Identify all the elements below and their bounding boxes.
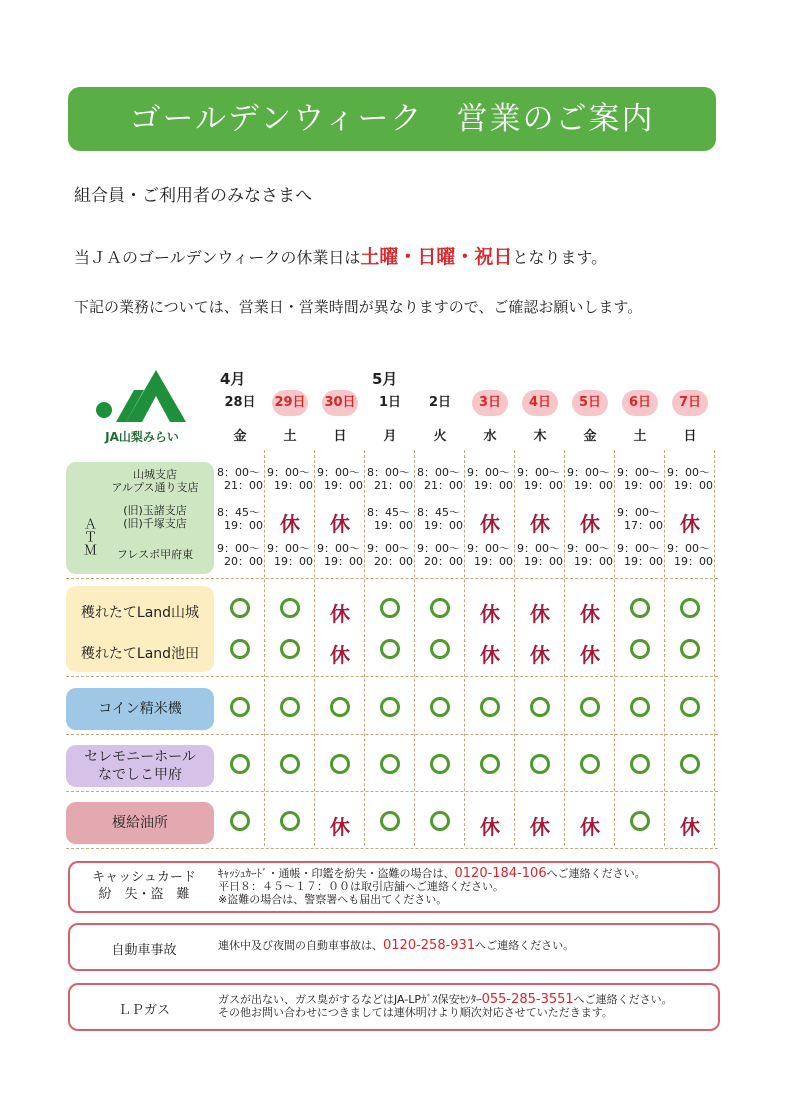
day-date: 29日	[272, 390, 308, 416]
open-circle-icon	[630, 811, 650, 831]
ceremony-label-box	[66, 745, 214, 787]
day-weekday: 金	[583, 429, 597, 444]
contact-card-lost-label	[80, 869, 208, 903]
closed-mark: 休	[530, 643, 550, 667]
contact-card-lost-line1: ｷｬｯｼｭｶｰﾄﾞ・通帳・印鑑を紛失・盗難の場合は、	[218, 867, 455, 880]
atm-hours-cell	[265, 542, 315, 568]
day-date: 3日	[472, 390, 508, 416]
open-circle-icon	[615, 598, 665, 622]
day-weekday: 金	[233, 429, 247, 444]
atm-hours-open: 9：00～	[567, 542, 610, 555]
open-circle-icon	[680, 754, 700, 774]
closed-mark: 休	[480, 643, 500, 667]
atm-hours-open: 9：00～	[667, 542, 710, 555]
atm-hours-open: 9：00～	[517, 466, 560, 479]
closed-mark: 休	[530, 602, 550, 626]
page-title: ゴールデンウィーク 営業のご案内	[129, 101, 655, 137]
closed-mark: 休	[680, 815, 700, 839]
atm-hours-close: 20：00	[224, 555, 263, 568]
open-circle-icon	[430, 639, 450, 659]
atm-hours-open: 8：00～	[367, 466, 410, 479]
closed-mark: 休	[330, 643, 350, 667]
open-circle-icon	[330, 697, 350, 717]
open-circle-icon	[280, 598, 300, 618]
day-weekday: 月	[383, 429, 397, 444]
atm-hours-cell	[665, 542, 715, 568]
contact-card-lost	[68, 861, 720, 913]
month-may: 5月	[372, 370, 398, 388]
open-circle-icon	[480, 697, 500, 717]
closed-mark: 休	[680, 512, 700, 536]
open-circle-icon	[630, 754, 650, 774]
open-circle-icon	[665, 754, 715, 778]
open-circle-icon	[280, 754, 300, 774]
atm-hours-cell	[315, 466, 365, 492]
greeting: 組合員・ご利用者のみなさまへ	[74, 186, 312, 206]
atm-hours-cell	[615, 466, 665, 492]
atm-branch-tamamoro: (旧)玉諸支店	[123, 504, 187, 517]
atm-hours-close: 19：00	[274, 555, 313, 568]
closed-mark: 休	[580, 512, 600, 536]
day-weekday: 火	[433, 429, 447, 444]
closed-mark: 休	[530, 512, 550, 536]
open-circle-icon	[215, 697, 265, 721]
atm-hours-open: 9：00～	[617, 466, 660, 479]
open-circle-icon	[480, 754, 500, 774]
ceremony-label: セレモニーホール	[84, 749, 196, 765]
open-circle-icon	[465, 697, 515, 721]
closed-mark: 休	[480, 512, 500, 536]
atm-hours-open: 9：00～	[617, 542, 660, 555]
open-circle-icon	[415, 811, 465, 835]
atm-hours-open: 8：00～	[217, 466, 260, 479]
grid-hline	[66, 578, 718, 579]
open-circle-icon	[230, 811, 250, 831]
closed-mark: 休	[580, 602, 600, 626]
contact-car-accident-line1: 連休中及び夜間の自動車事故は、	[218, 939, 383, 952]
atm-hours-cell	[415, 506, 465, 532]
atm-hours-close: 19：00	[624, 555, 663, 568]
atm-hours-cell	[365, 506, 415, 532]
open-circle-icon	[365, 754, 415, 778]
open-circle-icon	[280, 639, 300, 659]
open-circle-icon	[365, 697, 415, 721]
atm-hours-open: 9：00～	[617, 506, 660, 519]
open-circle-icon	[465, 754, 515, 778]
open-circle-icon	[330, 754, 350, 774]
atm-hours-cell	[615, 542, 665, 568]
grid-hline	[66, 734, 718, 735]
open-circle-icon	[430, 811, 450, 831]
atm-hours-cell	[565, 542, 615, 568]
land-label-box	[66, 586, 214, 672]
atm-hours-open: 9：00～	[367, 542, 410, 555]
notice-holidays	[74, 242, 607, 269]
open-circle-icon	[680, 697, 700, 717]
atm-hours-open: 9：00～	[217, 542, 260, 555]
open-circle-icon	[265, 598, 315, 622]
atm-hours-open: 9：00～	[317, 466, 360, 479]
open-circle-icon	[230, 598, 250, 618]
contact-card-lost-text	[218, 867, 646, 906]
notice-holidays-pre: 当ＪＡのゴールデンウィークの休業日は	[74, 248, 361, 267]
atm-branch-yamashiro: 山城支店	[133, 468, 177, 481]
atm-hours-cell	[365, 542, 415, 568]
atm-hours-open: 9：00～	[267, 542, 310, 555]
atm-hours-cell	[565, 466, 615, 492]
closed-mark: 休	[530, 815, 550, 839]
open-circle-icon	[265, 697, 315, 721]
day-date: 6日	[622, 390, 658, 416]
atm-hours-close: 19：00	[624, 479, 663, 492]
open-circle-icon	[230, 754, 250, 774]
day-date: 28日	[224, 395, 256, 410]
land-yamashiro-label: 穫れたてLand山城	[80, 605, 200, 621]
closed-mark: 休	[580, 643, 600, 667]
open-circle-icon	[265, 639, 315, 663]
atm-hours-cell	[315, 542, 365, 568]
atm-hours-cell	[415, 466, 465, 492]
day-weekday: 日	[683, 429, 697, 444]
day-date: 2日	[428, 395, 452, 410]
contact-lp-gas-phone[interactable]: 055-285-3551	[481, 992, 574, 1007]
contact-car-accident-text	[218, 939, 574, 952]
open-circle-icon	[530, 754, 550, 774]
atm-hours-open: 8：45～	[217, 506, 260, 519]
contact-card-lost-line2: 平日８：４５～１７：００は取引店舗へご連絡ください。	[218, 880, 504, 893]
open-circle-icon	[630, 639, 650, 659]
land-ikeda-label: 穫れたてLand池田	[80, 646, 200, 662]
atm-hours-close: 21：00	[374, 479, 413, 492]
month-april: 4月	[220, 370, 246, 388]
closed-mark: 休	[330, 512, 350, 536]
contact-lp-gas-line2: その他お問い合わせにつきましては連休明けより順次対応させていただきます。	[218, 1006, 613, 1019]
atm-hours-open: 9：00～	[517, 542, 560, 555]
open-circle-icon	[580, 754, 600, 774]
atm-hours-cell	[615, 506, 665, 532]
open-circle-icon	[365, 639, 415, 663]
open-circle-icon	[315, 754, 365, 778]
contact-car-accident-phone[interactable]: 0120-258-931	[383, 938, 476, 953]
open-circle-icon	[365, 811, 415, 835]
atm-hours-cell	[515, 542, 565, 568]
contact-card-lost-phone[interactable]: 0120-184-106	[454, 866, 547, 881]
open-circle-icon	[280, 697, 300, 717]
open-circle-icon	[665, 697, 715, 721]
closed-mark: 休	[330, 602, 350, 626]
day-weekday: 日	[333, 429, 347, 444]
contact-lp-gas	[68, 983, 720, 1031]
atm-hours-open: 9：00～	[467, 542, 510, 555]
open-circle-icon	[380, 697, 400, 717]
open-circle-icon	[615, 811, 665, 835]
notice-hours: 下記の業務については、営業日・営業時間が異なりますので、ご確認お願いします。	[74, 298, 643, 316]
day-weekday: 土	[283, 429, 297, 444]
coin-rice-label: コイン精米機	[98, 701, 182, 717]
closed-mark: 休	[280, 512, 300, 536]
contact-card-lost-line3: ※盗難の場合は、警察署へも届出てください。	[218, 893, 448, 906]
atm-hours-close: 20：00	[424, 555, 463, 568]
open-circle-icon	[430, 754, 450, 774]
open-circle-icon	[430, 697, 450, 717]
ja-logo-text: JA山梨みらい	[105, 430, 179, 444]
grid-hline	[66, 676, 718, 677]
atm-hours-close: 19：00	[524, 479, 563, 492]
atm-hours-close: 19：00	[674, 479, 713, 492]
atm-label-box	[66, 462, 214, 574]
atm-branch-chizuka: (旧)千塚支店	[123, 517, 187, 530]
day-date: 5日	[572, 390, 608, 416]
gas-station-label: 榎給油所	[112, 815, 168, 831]
open-circle-icon	[515, 754, 565, 778]
atm-hours-cell	[665, 466, 715, 492]
gas-station-label-box	[66, 802, 214, 844]
day-date: 4日	[522, 390, 558, 416]
contact-card-lost-line1-post: へご連絡ください。	[546, 867, 646, 880]
atm-hours-close: 20：00	[374, 555, 413, 568]
open-circle-icon	[615, 697, 665, 721]
contact-car-accident-label: 自動車事故	[111, 943, 177, 958]
open-circle-icon	[365, 598, 415, 622]
open-circle-icon	[680, 639, 700, 659]
atm-branch-group-2	[96, 504, 214, 530]
atm-hours-close: 19：00	[674, 555, 713, 568]
open-circle-icon	[630, 598, 650, 618]
open-circle-icon	[630, 697, 650, 717]
atm-hours-open: 9：00～	[417, 542, 460, 555]
atm-section-label: ＡＴＭ	[81, 516, 96, 556]
atm-hours-cell	[365, 466, 415, 492]
open-circle-icon	[530, 697, 550, 717]
closed-mark: 休	[480, 602, 500, 626]
atm-hours-open: 9：00～	[267, 466, 310, 479]
atm-hours-open: 8：45～	[417, 506, 460, 519]
ja-logo-mark-icon	[90, 366, 194, 426]
day-date: 30日	[322, 390, 358, 416]
contact-car-accident	[68, 923, 720, 971]
open-circle-icon	[415, 598, 465, 622]
atm-hours-cell	[415, 542, 465, 568]
open-circle-icon	[680, 598, 700, 618]
open-circle-icon	[280, 811, 300, 831]
open-circle-icon	[215, 598, 265, 622]
closed-mark: 休	[480, 815, 500, 839]
atm-hours-close: 19：00	[474, 479, 513, 492]
atm-branch-fresupo: フレスポ甲府東	[116, 548, 194, 561]
open-circle-icon	[230, 639, 250, 659]
open-circle-icon	[615, 639, 665, 663]
open-circle-icon	[265, 754, 315, 778]
atm-hours-open: 9：00～	[467, 466, 510, 479]
closed-mark: 休	[580, 815, 600, 839]
open-circle-icon	[565, 754, 615, 778]
open-circle-icon	[380, 811, 400, 831]
contact-lp-gas-line1-post: へご連絡ください。	[573, 993, 673, 1006]
atm-branch-group-1	[96, 468, 214, 494]
atm-hours-close: 21：00	[224, 479, 263, 492]
open-circle-icon	[665, 639, 715, 663]
contact-card-lost-label1: キャッシュカード	[92, 870, 196, 885]
open-circle-icon	[580, 697, 600, 717]
open-circle-icon	[380, 754, 400, 774]
atm-hours-cell	[515, 466, 565, 492]
atm-hours-close: 19：00	[224, 519, 263, 532]
notice-holidays-post: となります。	[512, 248, 608, 267]
open-circle-icon	[415, 754, 465, 778]
atm-hours-open: 9：00～	[667, 466, 710, 479]
contact-card-lost-label2: 紛 失・盗 難	[98, 887, 190, 902]
day-weekday: 土	[633, 429, 647, 444]
atm-hours-open: 8：45～	[367, 506, 410, 519]
open-circle-icon	[565, 697, 615, 721]
day-weekday: 水	[483, 429, 497, 444]
open-circle-icon	[215, 754, 265, 778]
open-circle-icon	[665, 598, 715, 622]
open-circle-icon	[215, 639, 265, 663]
open-circle-icon	[230, 697, 250, 717]
contact-lp-gas-line1: ガスが出ない、ガス臭がするなどはJA-LPｶﾞｽ保安ｾﾝﾀｰ	[218, 993, 482, 1006]
open-circle-icon	[615, 754, 665, 778]
atm-hours-cell	[215, 466, 265, 492]
atm-hours-cell	[465, 542, 515, 568]
atm-hours-close: 19：00	[574, 479, 613, 492]
contact-lp-gas-text	[218, 993, 673, 1019]
open-circle-icon	[515, 697, 565, 721]
atm-hours-cell	[215, 542, 265, 568]
atm-hours-close: 19：00	[474, 555, 513, 568]
atm-hours-close: 19：00	[274, 479, 313, 492]
contact-car-accident-line1-post: へご連絡ください。	[475, 939, 575, 952]
day-date: 1日	[378, 395, 402, 410]
ceremony-label-2: なでしこ甲府	[98, 767, 182, 783]
atm-hours-close: 19：00	[574, 555, 613, 568]
contact-lp-gas-label: ＬＰガス	[117, 1003, 170, 1018]
grid-hline	[66, 791, 718, 792]
closed-mark: 休	[330, 815, 350, 839]
atm-hours-cell	[465, 466, 515, 492]
grid-hline	[66, 848, 718, 849]
open-circle-icon	[380, 639, 400, 659]
open-circle-icon	[215, 811, 265, 835]
atm-hours-open: 9：00～	[567, 466, 610, 479]
atm-hours-close: 19：00	[424, 519, 463, 532]
page-title-banner	[68, 87, 716, 151]
atm-branch-group-3	[96, 548, 214, 561]
atm-branch-alps: アルプス通り支店	[111, 481, 199, 494]
coin-rice-label-box	[66, 688, 214, 730]
atm-hours-cell	[215, 506, 265, 532]
day-weekday: 木	[533, 429, 547, 444]
atm-hours-close: 19：00	[324, 479, 363, 492]
atm-hours-close: 19：00	[524, 555, 563, 568]
notice-holidays-highlight: 土曜・日曜・祝日	[360, 246, 513, 268]
ja-logo	[90, 366, 194, 442]
atm-hours-close: 19：00	[324, 555, 363, 568]
atm-hours-close: 19：00	[374, 519, 413, 532]
atm-hours-open: 8：00～	[417, 466, 460, 479]
open-circle-icon	[265, 811, 315, 835]
open-circle-icon	[315, 697, 365, 721]
open-circle-icon	[380, 598, 400, 618]
open-circle-icon	[415, 639, 465, 663]
atm-hours-cell	[265, 466, 315, 492]
atm-hours-close: 21：00	[424, 479, 463, 492]
atm-hours-open: 9：00～	[317, 542, 360, 555]
atm-hours-close: 17：00	[624, 519, 663, 532]
open-circle-icon	[415, 697, 465, 721]
open-circle-icon	[430, 598, 450, 618]
day-date: 7日	[672, 390, 708, 416]
